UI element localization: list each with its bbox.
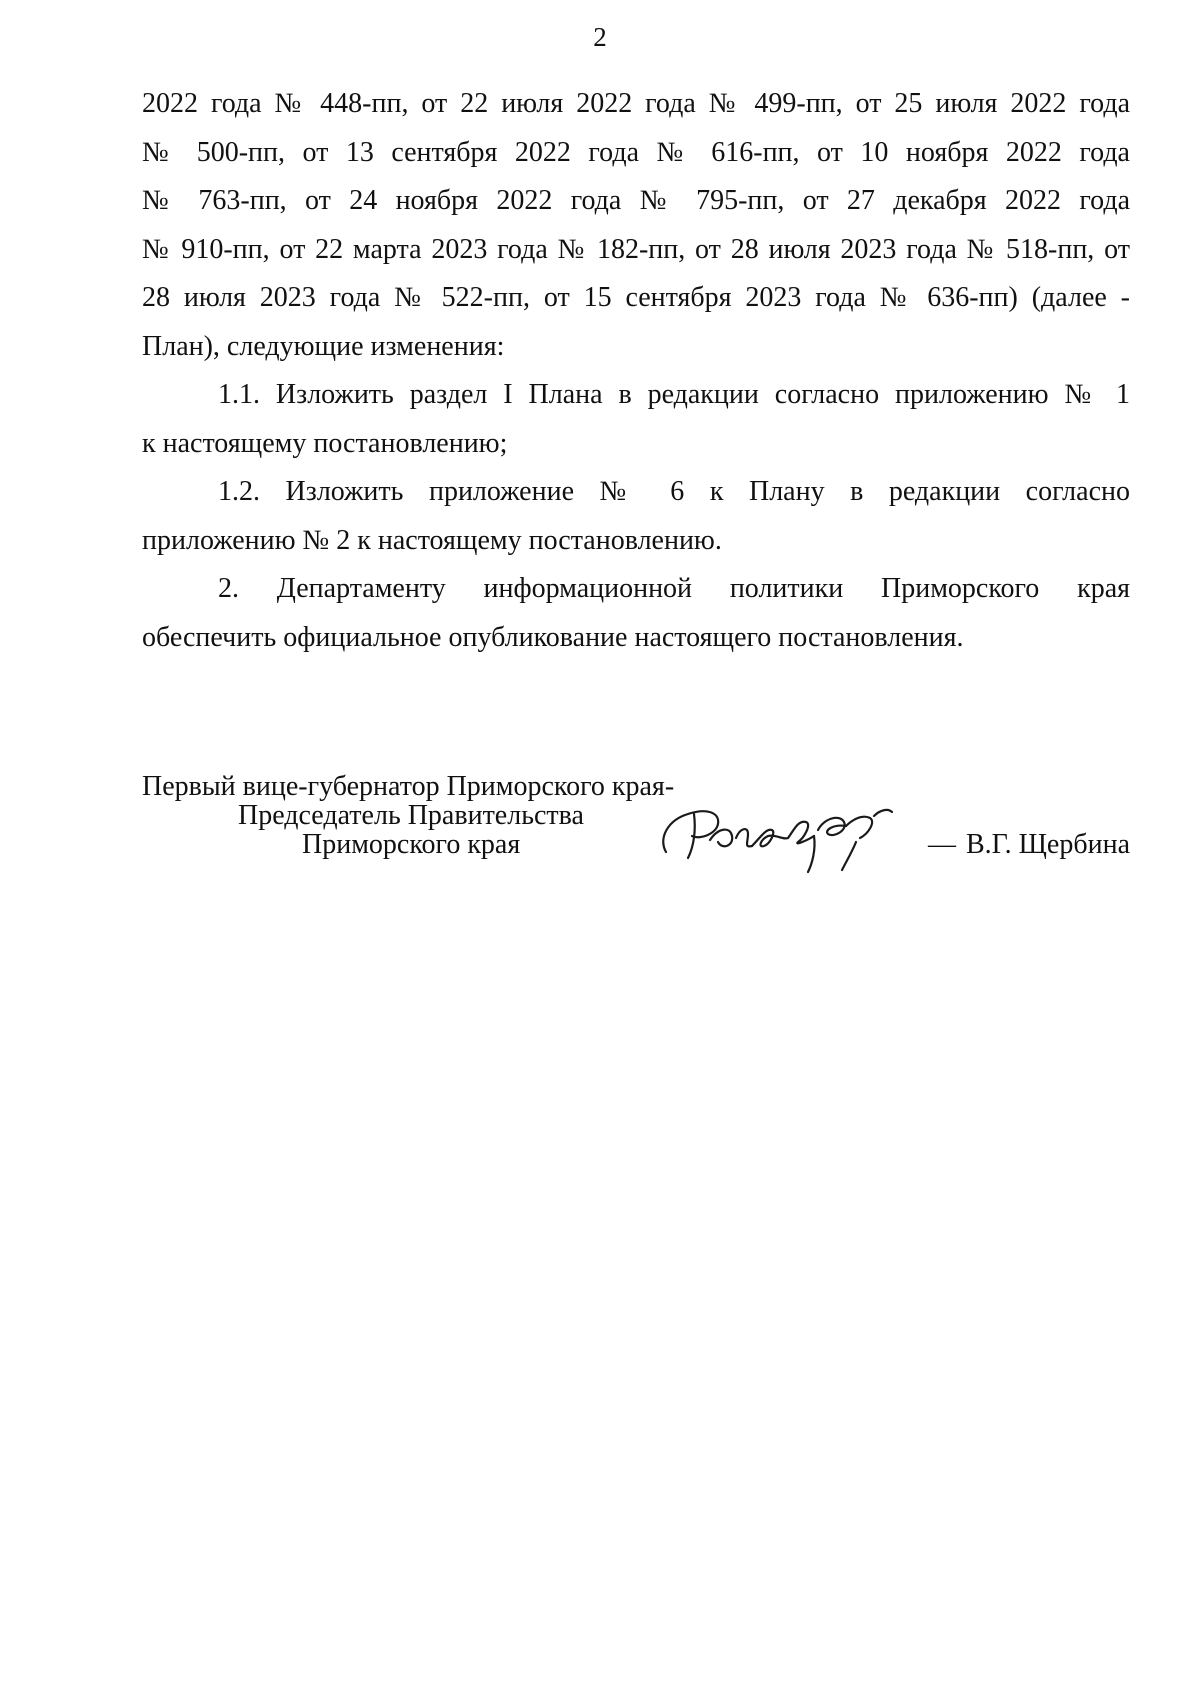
body-line: № 763-пп, от 24 ноября 2022 года № 795-пп, от 27 декабря 2022 года (142, 185, 1130, 216)
signatory-name (928, 830, 1130, 859)
signatory-name-text: В.Г. Щербина (965, 829, 1130, 860)
body-line: План), следующие изменения: (142, 330, 505, 362)
signatory-title-line-1: Первый вице-губернатор Приморского края- (142, 771, 675, 802)
paragraph-1-2-first-line: 1.2. Изложить приложение № 6 к Плану в редакции согласно (218, 476, 1130, 507)
body-line: 28 июля 2023 года № 522-пп, от 15 сентября 2023 года № 636-пп) (далее - (142, 282, 1130, 313)
body-line: 2022 года № 448-пп, от 22 июля 2022 года № 499-пп, от 25 июля 2022 года (142, 88, 1130, 119)
signatory-title-line-2: Председатель Правительства (238, 800, 584, 831)
document-body (142, 80, 1130, 662)
signature-block (142, 772, 1130, 859)
signature-dash: — (927, 829, 956, 860)
paragraph-2-last-line: обеспечить официальное опубликование настоящего постановления. (142, 621, 964, 653)
paragraph-1-1-last-line: к настоящему постановлению; (142, 427, 508, 459)
body-line: № 500-пп, от 13 сентября 2022 года № 616-пп, от 10 ноября 2022 года (142, 136, 1130, 168)
paragraph-2-first-line: 2. Департаменту информационной политики Приморского края (218, 573, 1130, 604)
signatory-title-line-3: Приморского края (302, 829, 521, 860)
handwritten-signature (648, 790, 916, 880)
paragraph-1-1-first-line: 1.1. Изложить раздел I Плана в редакции согласно приложению № 1 (218, 379, 1130, 410)
paragraph-1-2-last-line: приложению № 2 к настоящему постановлению. (142, 524, 722, 556)
page-number: 2 (593, 22, 607, 52)
body-line: № 910-пп, от 22 марта 2023 года № 182-пп, от 28 июля 2023 года № 518-пп, от (142, 233, 1130, 265)
